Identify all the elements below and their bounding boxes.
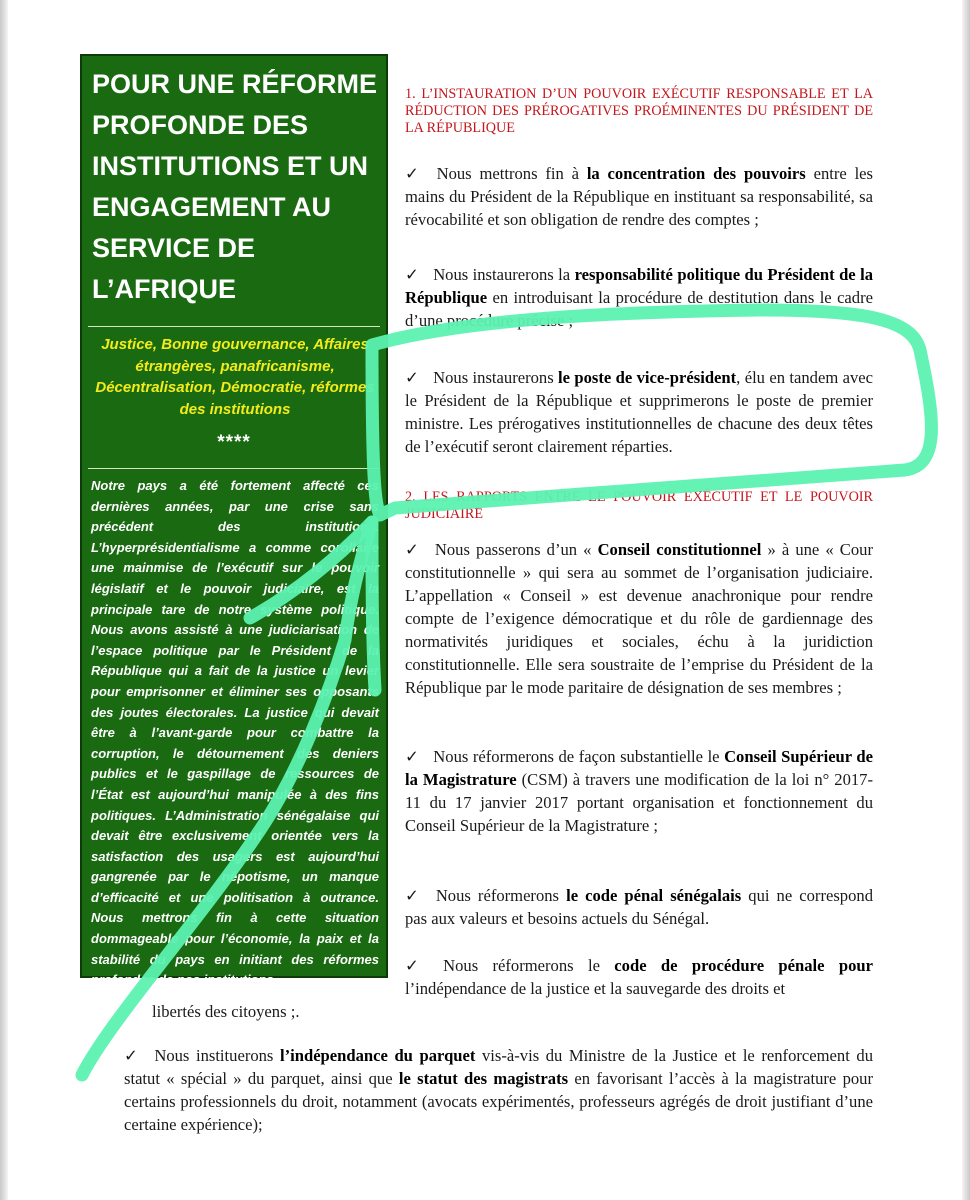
checkmark-icon: ✓ <box>405 540 421 559</box>
checkmark-icon: ✓ <box>405 265 420 284</box>
sidebar-divider <box>88 326 380 327</box>
section1-bullet: ✓ Nous instaurerons la responsabilité politique du Président de la République en introduisant la procédure de destitution dans le cadre d’une procédure précise ; <box>405 265 873 330</box>
sidebar-title: POUR UNE RÉFORME PROFONDE DES INSTITUTIONS ET UN ENGAGEMENT AU SERVICE DE L’AFRIQUE <box>92 69 378 304</box>
sidebar-divider <box>88 468 380 469</box>
section1-heading: 1. L’INSTAURATION D’UN POUVOIR EXÉCUTIF RESPONSABLE ET LA RÉDUCTION DES PRÉROGATIVES PROÉMINENTES DU PRÉSIDENT DE LA RÉPUBLIQUE <box>405 86 873 136</box>
sidebar-stars: **** <box>217 432 251 453</box>
sidebar-box <box>80 54 388 988</box>
wide-bullet: ✓ Nous instituerons l’indépendance du parquet vis-à-vis du Ministre de la Justice et le renforcement du statut « spécial » du parquet, ainsi que le statut des magistrats en favorisant l’accès à la magistrature pour certains professionnels du droit, notamment (avocats expérimentés, professeurs agrégés de droit justifiant d’une certaine expérience); <box>124 1046 873 1134</box>
section1-bullet: ✓ Nous mettrons fin à la concentration des pouvoirs entre les mains du Président de la République en instituant sa responsabilité, sa révocabilité et son obligation de rendre des comptes ; <box>405 164 874 229</box>
section2-bullet: ✓ Nous réformerons le code pénal sénégalais qui ne correspond pas aux valeurs et besoins actuels du Sénégal. <box>405 886 873 928</box>
section2-heading: 2. LES RAPPORTS ENTRE LE POUVOIR EXÉCUTIF ET LE POUVOIR JUDICIAIRE <box>405 489 873 522</box>
checkmark-icon: ✓ <box>124 1046 141 1065</box>
checkmark-icon: ✓ <box>405 368 420 387</box>
sidebar-body: Notre pays a été fortement affecté ces dernières années, par une crise sans précédent des institutions. L’hyperprésidentialisme a comme corollaire une mainmise de l’exécutif sur le pouvoir législatif et le pouvoir judiciaire, est la principale tare de notre système politique. Nous avons assisté à une judiciarisation de l’espace politique par le Président de la République qui a fait de la justice un levier pour emprisonner et éliminer ses opposants des joutes électorales. La justice qui devait être à l’avant-garde pour combattre la corruption, le détournement des deniers publics et le gaspillage de ressources de l’État est aujourd’hui manipulée à des fins politiques. L’Administration sénégalaise qui devait être exclusivement orientée vers la satisfaction des usagers est aujourd’hui gangrenée par le népotisme, un manque d’efficacité et une politisation à outrance. Nous mettrons fin à cette situation dommageable pour l’économie, la paix et la stabilité du pays en initiant des réformes profondes de nos institutions. <box>91 478 379 988</box>
page-edge-left <box>0 0 8 1200</box>
checkmark-icon: ✓ <box>405 164 423 183</box>
section1-bullet: ✓ Nous instaurerons le poste de vice-président, élu en tandem avec le Président de la République et supprimerons le poste de premier ministre. Les prérogatives institutionnelles de chacune des deux têtes de l’exécutif seront clairement réparties. <box>405 368 874 456</box>
section2-bullet: ✓ Nous passerons d’un « Conseil constitutionnel » à une « Cour constitutionnelle » qui sera au sommet de l’organisation judiciaire. L’appellation « Conseil » est devenue anachronique pour rendre compte de l’exigence démocratique et du rôle de gardiennage des normativités juridiques et sociales, échu à la juridiction constitutionnelle. Elle sera soustraite de l’emprise du Président de la République par le mode paritaire de désignation de ses membres ; <box>405 540 873 697</box>
section2-bullet-continuation: libertés des citoyens ;. <box>152 1002 300 1021</box>
sidebar-subtitle: Justice, Bonne gouvernance, Affaires étrangères, panafricanisme, Décentralisation, Démocratie, réformes des institutions <box>95 336 375 418</box>
checkmark-icon: ✓ <box>405 886 422 905</box>
section2-bullet: ✓ Nous réformerons le code de procédure pénale pour l’indépendance de la justice et la sauvegarde des droits et <box>405 956 873 998</box>
checkmark-icon: ✓ <box>405 956 430 975</box>
checkmark-icon: ✓ <box>405 747 420 766</box>
page-edge-right <box>962 0 970 1200</box>
section2-bullet: ✓ Nous réformerons de façon substantielle le Conseil Supérieur de la Magistrature (CSM) à travers une modification de la loi n° 2017-11 du 17 janvier 2017 portant organisation et fonctionnement du Conseil Supérieur de la Magistrature ; <box>405 747 873 835</box>
